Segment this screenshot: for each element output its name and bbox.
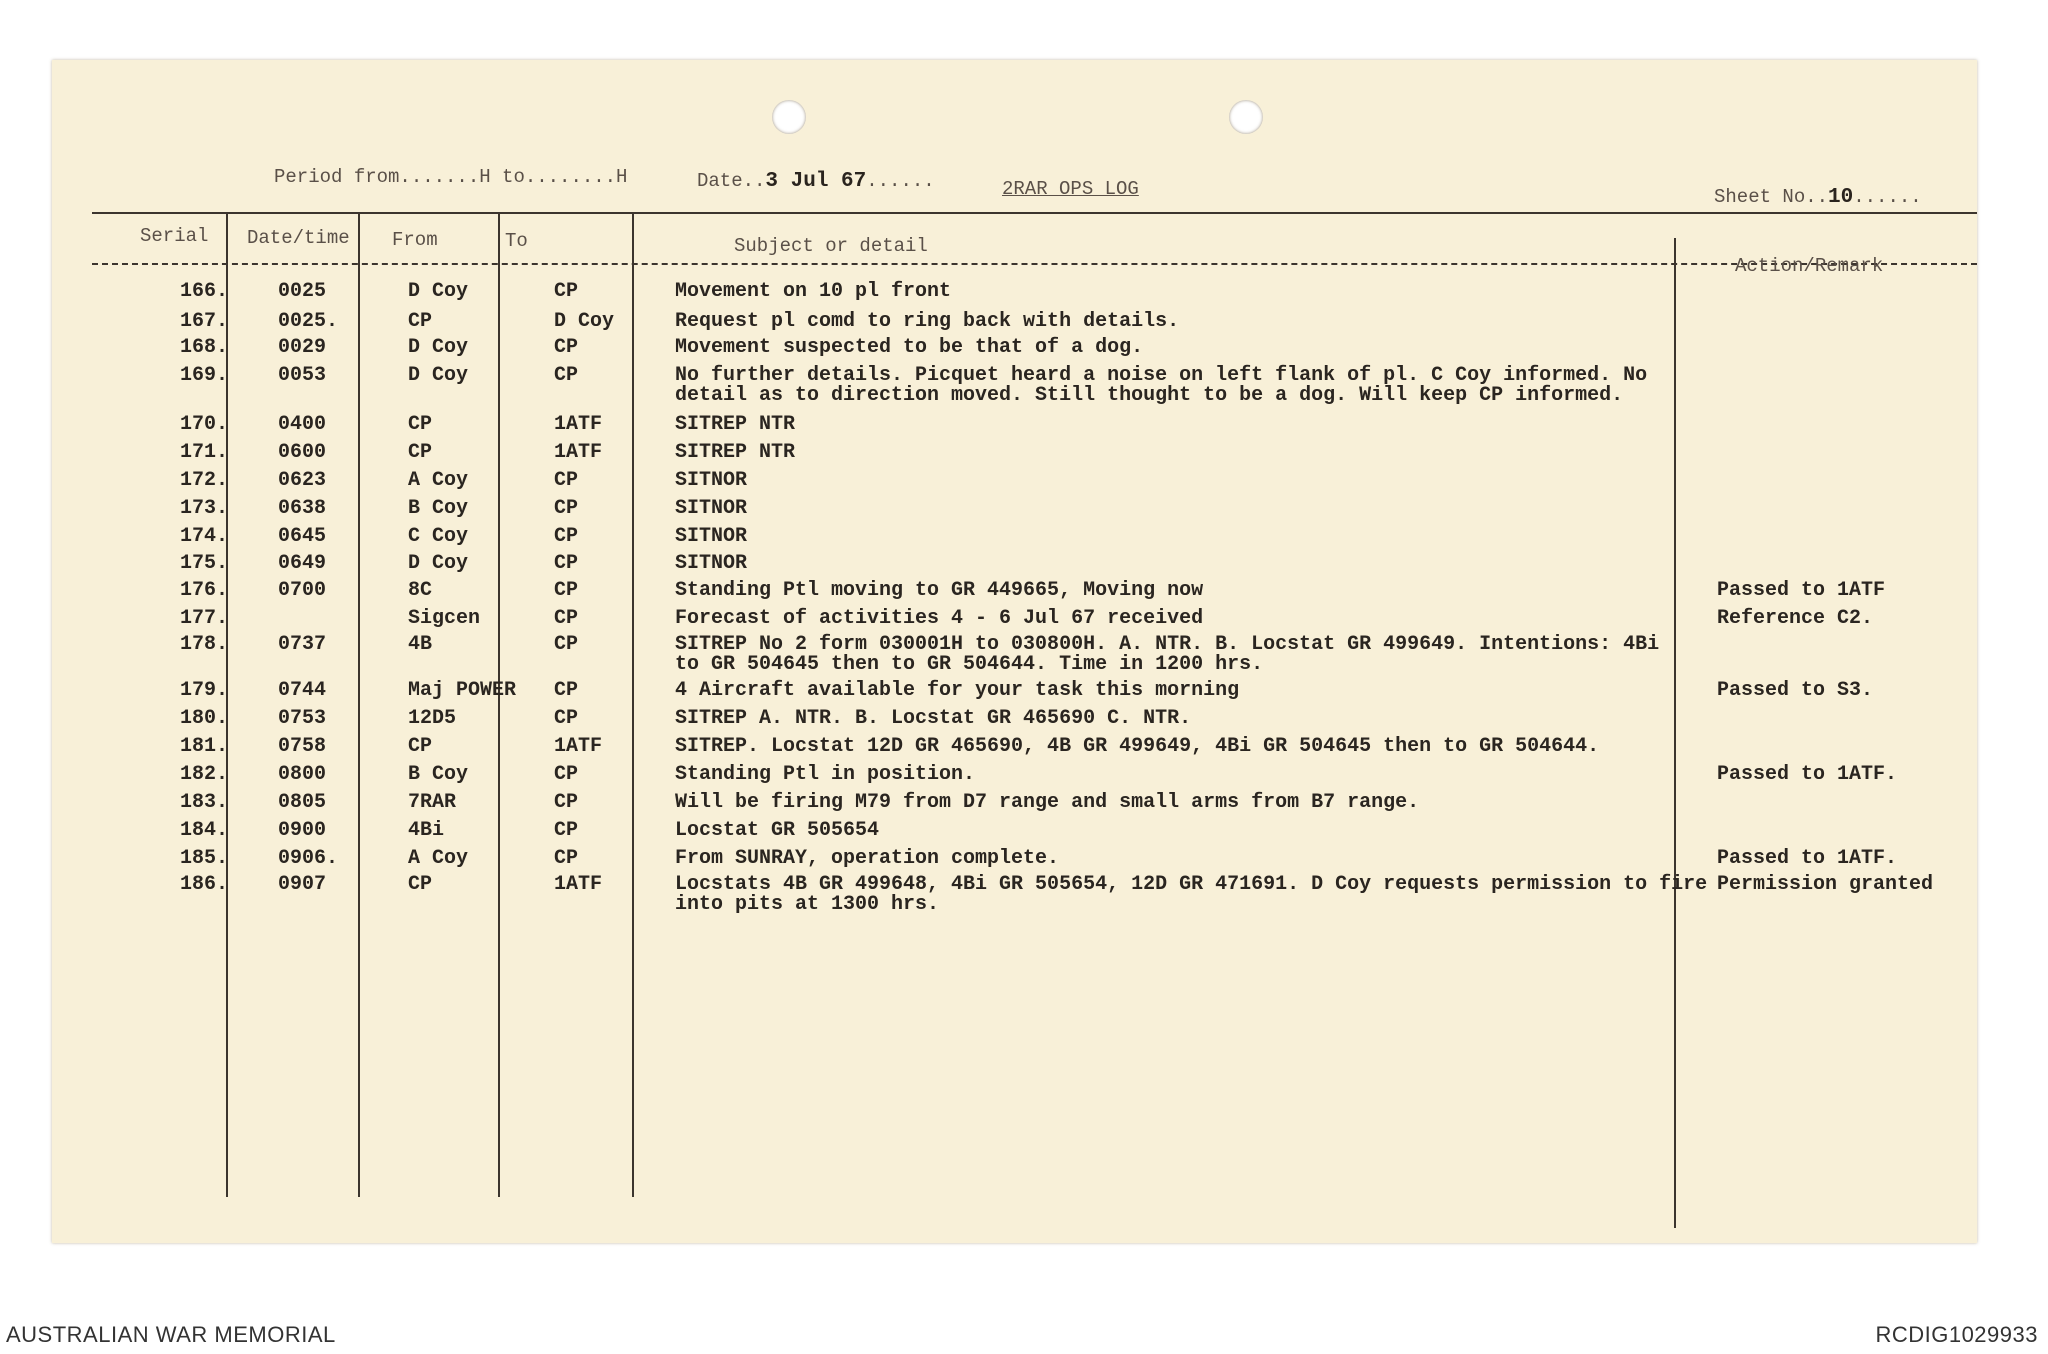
to-cell: CP — [554, 679, 579, 702]
to-cell: CP — [554, 847, 579, 870]
subject-cell: SITREP No 2 form 030001H to 030800H. A. NTR. B. Locstat GR 499649. Intentions: 4Bi to GR 504645 then to GR 504644. Time in 1200 hrs. — [675, 633, 1660, 676]
subject-cell: Standing Ptl in position. — [675, 763, 976, 786]
from-cell: CP — [408, 441, 433, 464]
from-cell: Sigcen — [408, 607, 481, 630]
serial-cell: 175. — [180, 552, 229, 575]
subject-cell: SITNOR — [675, 469, 748, 492]
serial-cell: 184. — [180, 819, 229, 842]
date-value: 3 Jul 67 — [765, 170, 867, 193]
from-cell: A Coy — [408, 469, 469, 492]
date-time-cell: 0744 — [278, 679, 327, 702]
footer-credit: AUSTRALIAN WAR MEMORIAL — [6, 1322, 336, 1347]
date-time-cell: 0029 — [278, 336, 327, 359]
serial-cell: 183. — [180, 791, 229, 814]
to-cell: 1ATF — [554, 735, 603, 758]
column-divider-4 — [632, 212, 634, 1197]
subject-cell: SITNOR — [675, 497, 748, 520]
date-time-cell: 0800 — [278, 763, 327, 786]
subject-cell: SITREP NTR — [675, 413, 796, 436]
log-title: 2RAR OPS LOG — [1002, 178, 1139, 200]
date-time-cell: 0753 — [278, 707, 327, 730]
date-time-cell: 0805 — [278, 791, 327, 814]
serial-cell: 166. — [180, 280, 229, 303]
subject-cell: Movement suspected to be that of a dog. — [675, 336, 1144, 359]
subject-cell: SITREP A. NTR. B. Locstat GR 465690 C. NTR. — [675, 707, 1192, 730]
from-cell: D Coy — [408, 336, 469, 359]
subject-cell: 4 Aircraft available for your task this morning — [675, 679, 1240, 702]
to-cell: CP — [554, 469, 579, 492]
from-cell: 12D5 — [408, 707, 457, 730]
to-cell: D Coy — [554, 310, 615, 333]
from-cell: B Coy — [408, 763, 469, 786]
to-cell: CP — [554, 525, 579, 548]
action-cell: Passed to 1ATF. — [1717, 763, 1898, 786]
serial-cell: 177. — [180, 607, 229, 630]
serial-cell: 181. — [180, 735, 229, 758]
subject-cell: From SUNRAY, operation complete. — [675, 847, 1060, 870]
to-cell: CP — [554, 497, 579, 520]
sheet-number-field — [1714, 186, 1922, 209]
subject-cell: Movement on 10 pl front — [675, 280, 952, 303]
sheet-value: 10 — [1828, 186, 1854, 209]
from-cell: CP — [408, 873, 433, 896]
subject-cell: Will be firing M79 from D7 range and small arms from B7 range. — [675, 791, 1420, 814]
date-label: Date.. — [697, 170, 766, 192]
subject-cell: Forecast of activities 4 - 6 Jul 67 received — [675, 607, 1204, 630]
subject-cell: No further details. Picquet heard a noise on left flank of pl. C Coy informed. No detail as to direction moved. Still thought to be a dog. Will keep CP informed. — [675, 364, 1648, 407]
date-time-cell: 0025 — [278, 280, 327, 303]
serial-cell: 185. — [180, 847, 229, 870]
date-time-cell: 0645 — [278, 525, 327, 548]
serial-cell: 179. — [180, 679, 229, 702]
date-time-cell: 0600 — [278, 441, 327, 464]
subject-cell: SITNOR — [675, 552, 748, 575]
subject-cell: Request pl comd to ring back with details. — [675, 310, 1180, 333]
sheet-dots: ...... — [1853, 186, 1922, 208]
date-time-cell: 0758 — [278, 735, 327, 758]
subject-cell: Locstat GR 505654 — [675, 819, 880, 842]
date-time-cell: 0737 — [278, 633, 327, 656]
date-time-cell: 0649 — [278, 552, 327, 575]
serial-cell: 178. — [180, 633, 229, 656]
action-cell: Passed to 1ATF — [1717, 579, 1886, 602]
from-cell: D Coy — [408, 280, 469, 303]
serial-cell: 169. — [180, 364, 229, 387]
period-label: Period from.......H to........H — [274, 166, 628, 188]
to-cell: CP — [554, 336, 579, 359]
to-cell: CP — [554, 819, 579, 842]
from-cell: 8C — [408, 579, 433, 602]
to-cell: 1ATF — [554, 873, 603, 896]
column-header-from: From — [392, 229, 438, 251]
serial-cell: 172. — [180, 469, 229, 492]
serial-cell: 182. — [180, 763, 229, 786]
subject-cell: Locstats 4B GR 499648, 4Bi GR 505654, 12D GR 471691. D Coy requests permission to fire into pits at 1300 hrs. — [675, 873, 1708, 916]
date-time-cell: 0906. — [278, 847, 339, 870]
date-time-cell: 0053 — [278, 364, 327, 387]
to-cell: CP — [554, 633, 579, 656]
sheet-label: Sheet No.. — [1714, 186, 1829, 208]
from-cell: CP — [408, 735, 433, 758]
serial-cell: 171. — [180, 441, 229, 464]
date-time-cell: 0623 — [278, 469, 327, 492]
from-cell: B Coy — [408, 497, 469, 520]
period-field — [274, 166, 627, 188]
to-cell: CP — [554, 280, 579, 303]
to-cell: CP — [554, 763, 579, 786]
serial-cell: 186. — [180, 873, 229, 896]
serial-cell: 176. — [180, 579, 229, 602]
to-cell: CP — [554, 707, 579, 730]
to-cell: CP — [554, 579, 579, 602]
serial-cell: 168. — [180, 336, 229, 359]
footer-reference: RCDIG1029933 — [1875, 1322, 2038, 1347]
from-cell: Maj POWER — [408, 679, 517, 702]
column-header-subject: Subject or detail — [734, 235, 928, 257]
from-cell: CP — [408, 310, 433, 333]
from-cell: 7RAR — [408, 791, 457, 814]
action-cell: Passed to 1ATF. — [1717, 847, 1898, 870]
action-cell: Passed to S3. — [1717, 679, 1874, 702]
column-header-date-time: Date/time — [247, 227, 350, 249]
subject-cell: SITREP. Locstat 12D GR 465690, 4B GR 499649, 4Bi GR 504645 then to GR 504644. — [675, 735, 1600, 758]
column-divider-2 — [358, 212, 360, 1197]
action-cell: Permission granted — [1717, 873, 1934, 896]
to-cell: CP — [554, 791, 579, 814]
to-cell: 1ATF — [554, 413, 603, 436]
date-time-cell: 0025. — [278, 310, 339, 333]
date-time-cell: 0900 — [278, 819, 327, 842]
serial-cell: 167. — [180, 310, 229, 333]
date-time-cell: 0907 — [278, 873, 327, 896]
column-divider-1 — [226, 212, 228, 1197]
to-cell: CP — [554, 364, 579, 387]
to-cell: 1ATF — [554, 441, 603, 464]
serial-cell: 170. — [180, 413, 229, 436]
punch-hole-left — [772, 100, 806, 134]
column-header-to: To — [505, 230, 528, 252]
column-header-action: Action/Remark — [1735, 255, 1884, 277]
from-cell: 4B — [408, 633, 433, 656]
from-cell: D Coy — [408, 552, 469, 575]
subject-cell: SITREP NTR — [675, 441, 796, 464]
to-cell: CP — [554, 552, 579, 575]
from-cell: CP — [408, 413, 433, 436]
column-divider-3 — [498, 212, 500, 1197]
action-cell: Reference C2. — [1717, 607, 1874, 630]
date-dots: ...... — [866, 170, 935, 192]
log-sheet — [52, 60, 1977, 1243]
header-bottom-rule — [92, 263, 1977, 265]
to-cell: CP — [554, 607, 579, 630]
subject-cell: SITNOR — [675, 525, 748, 548]
date-field — [697, 170, 935, 193]
serial-cell: 180. — [180, 707, 229, 730]
header-top-rule — [92, 212, 1977, 214]
punch-hole-right — [1229, 100, 1263, 134]
from-cell: A Coy — [408, 847, 469, 870]
date-time-cell: 0400 — [278, 413, 327, 436]
from-cell: D Coy — [408, 364, 469, 387]
subject-cell: Standing Ptl moving to GR 449665, Moving now — [675, 579, 1204, 602]
from-cell: C Coy — [408, 525, 469, 548]
serial-cell: 173. — [180, 497, 229, 520]
column-header-serial: Serial — [140, 225, 209, 247]
date-time-cell: 0638 — [278, 497, 327, 520]
serial-cell: 174. — [180, 525, 229, 548]
from-cell: 4Bi — [408, 819, 445, 842]
date-time-cell: 0700 — [278, 579, 327, 602]
